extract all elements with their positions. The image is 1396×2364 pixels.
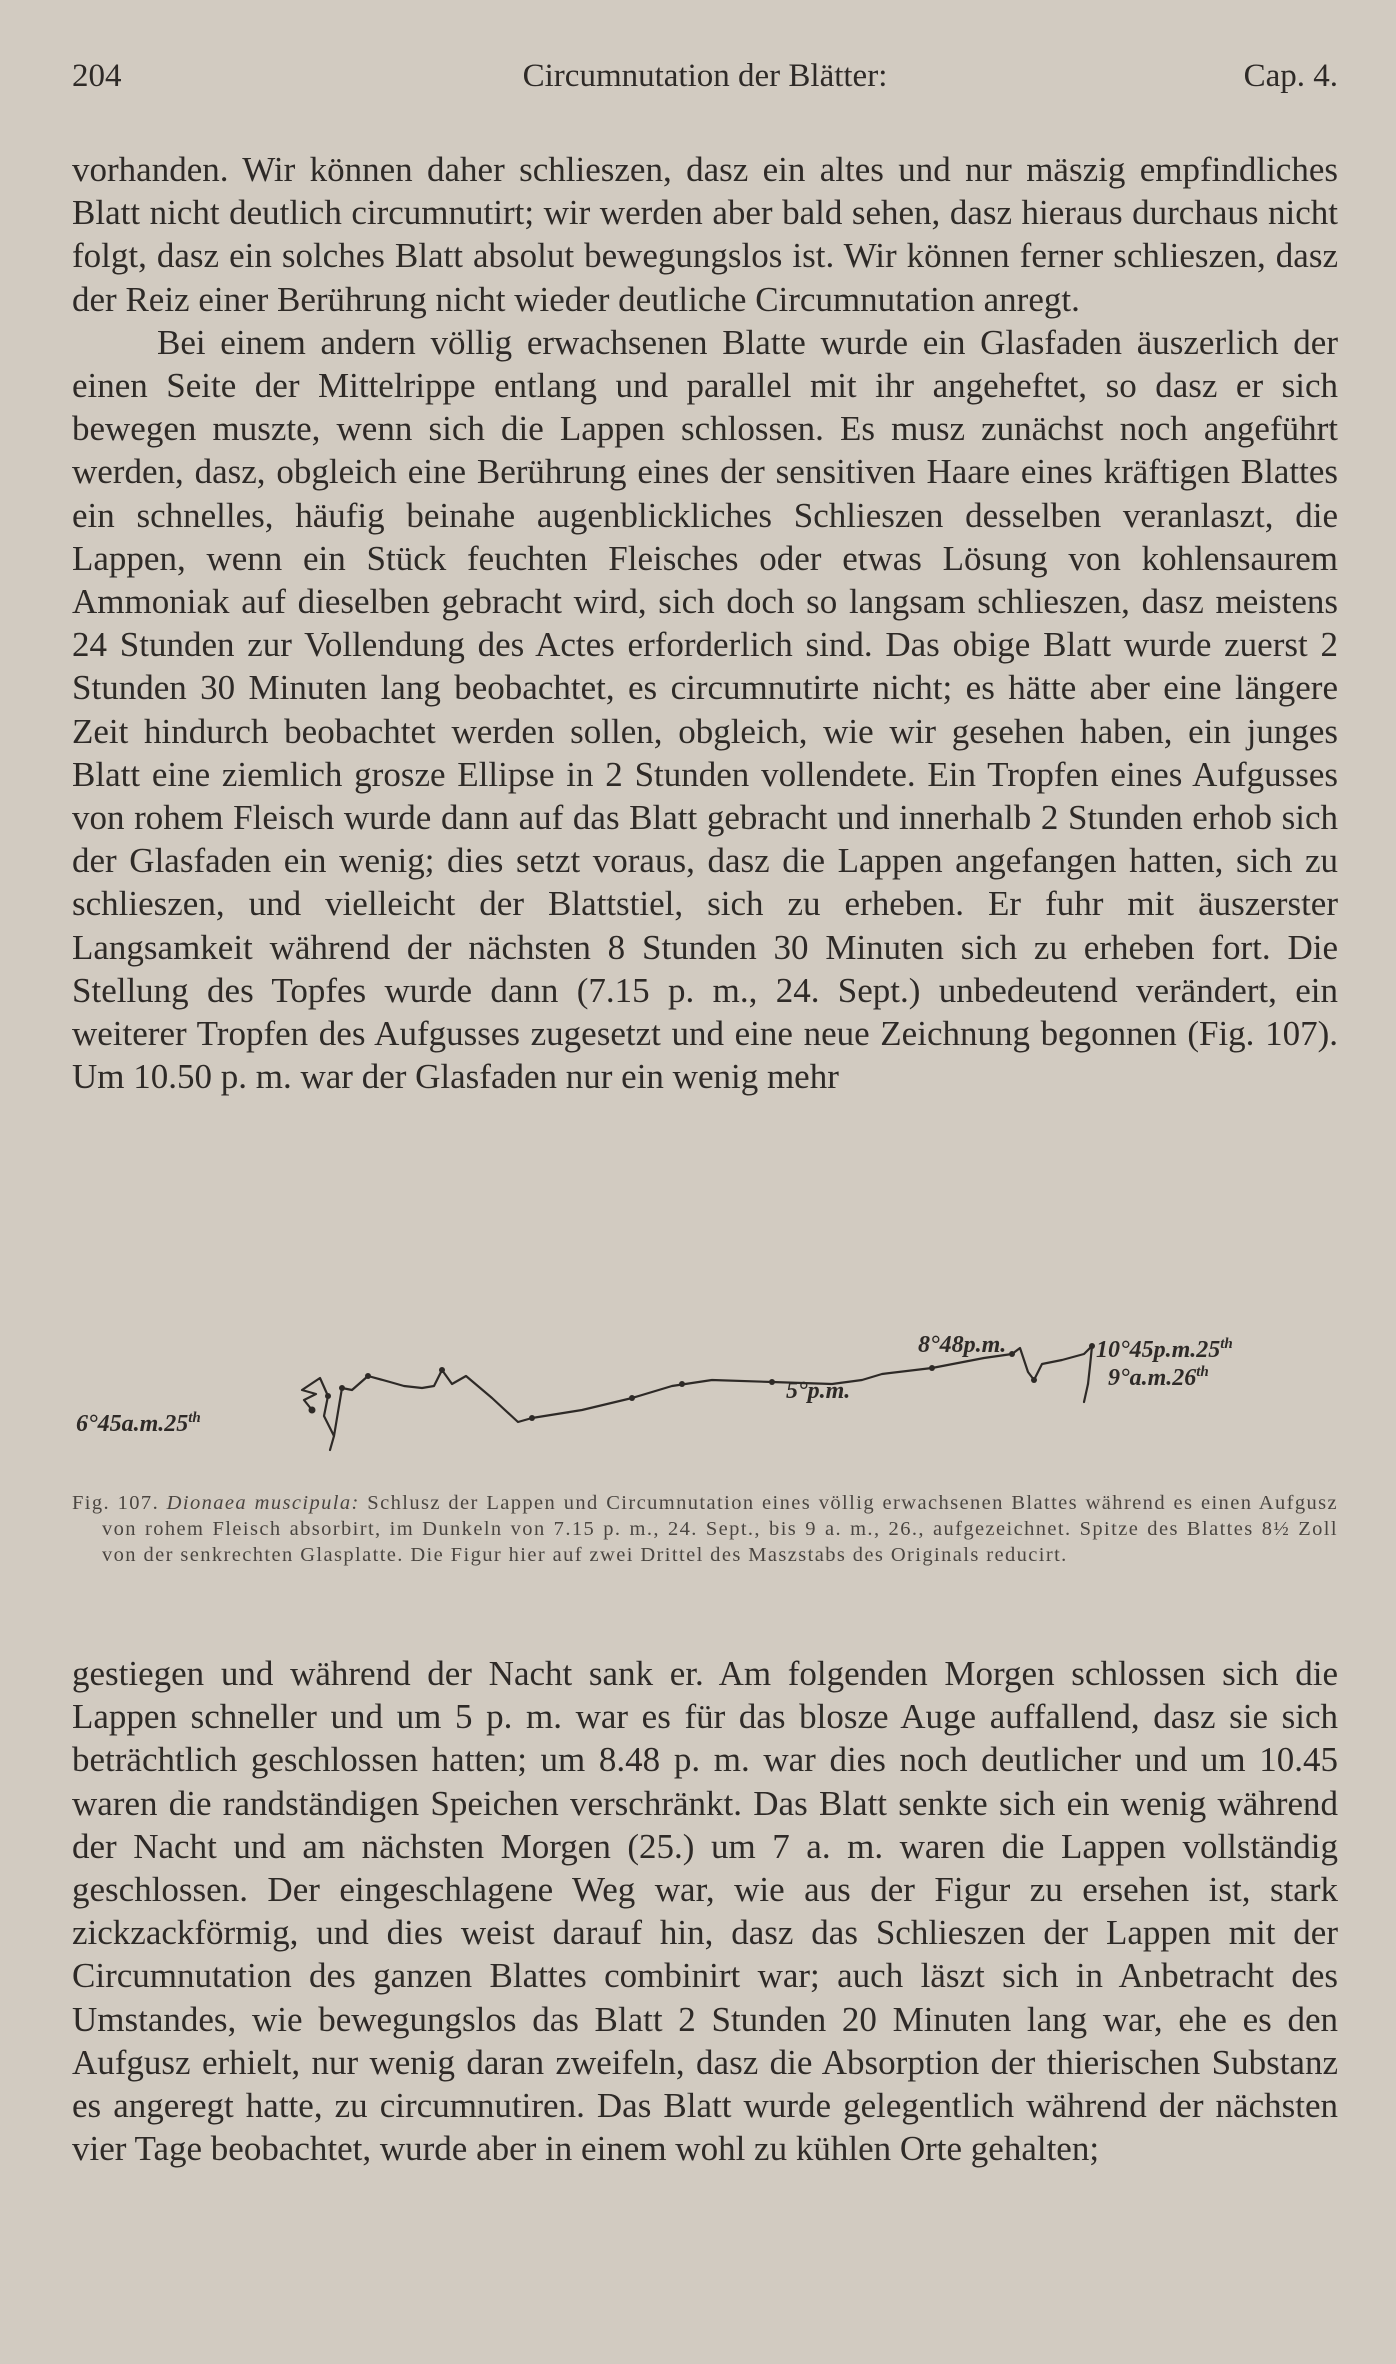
trace-dot [769,1379,775,1385]
page-number: 204 [72,58,122,94]
trace-dot [439,1367,445,1373]
trace-dot [309,1407,316,1414]
trace-dot [365,1373,371,1379]
label-start: 6°45a.m.25th [76,1410,201,1437]
caption-text: Schlusz der Lappen und Circumnutation eines völlig erwachsenen Blattes während es einen Aufgusz von rohem Fleisch absorbirt, im Dunkeln von 7.15 p. m., 24. Sept., bis 9 a. m., 26., aufgezeichnet. Spitze des Blattes 8½ Zoll von der senkrechten Glasplatte. Die Figur hier auf zwei Drittel des Maszstabs des Originals reducirt. [102,1492,1339,1566]
trace-dot [1089,1343,1095,1349]
label-1045pm: 10°45p.m.25th [1096,1336,1233,1363]
trace-dot [929,1365,935,1371]
trace-tail [1084,1384,1088,1402]
paragraph: Bei einem andern völlig erwachsenen Blatte wurde ein Glasfaden äuszerlich der einen Seite der Mittelrippe entlang und parallel mit ihr angeheftet, so dasz er sich bewegen muszte, wenn sich die Lappen schlossen. Es musz zunächst noch angeführt werden, dasz, obgleich eine Berührung eines der sensitiven Haare eines kräftigen Blattes ein schnelles, häufig beinahe augenblickliches Schlieszen desselben veranlaszt, die Lappen, wenn ein Stück feuchten Fleisches oder etwas Lösung von kohlensaurem Ammoniak auf dieselben gebracht wird, sich doch so langsam schlieszen, dasz meistens 24 Stunden zur Vollendung des Actes erforderlich sind. Das obige Blatt wurde zuerst 2 Stunden 30 Minuten lang beobachtet, es circumnutirte nicht; es hätte aber eine längere Zeit hindurch beobachtet werden sollen, obgleich, wie wir gesehen haben, ein junges Blatt eine ziemlich grosze Ellipse in 2 Stunden vollendete. Ein Tropfen eines Aufgusses von rohem Fleisch wurde dann auf das Blatt gebracht und innerhalb 2 Stunden erhob sich der Glasfaden ein wenig; dies setzt voraus, dasz die Lappen angefangen hatten, sich zu schlieszen, und vielleicht der Blattstiel, sich zu erheben. Er fuhr mit äuszerster Langsamkeit während der nächsten 8 Stunden 30 Minuten sich zu erheben fort. Die Stellung des Topfes wurde dann (7.15 p. m., 24. Sept.) unbedeutend verändert, ein weiterer Tropfen des Aufgusses zugesetzt und eine neue Zeichnung begonnen (Fig. 107). Um 10.50 p. m. war der Glasfaden nur ein wenig mehr [72,322,1338,1097]
chapter-label: Cap. 4. [1243,58,1338,94]
trace-path [302,1354,1012,1436]
trace-dot [629,1395,635,1401]
label-9am: 9°a.m.26th [1108,1364,1209,1391]
paragraph: gestiegen und während der Nacht sank er. Am folgenden Morgen schlossen sich die Lappen schneller und um 5 p. m. war es für das blosze Auge auffallend, dasz sie sich beträchtlich geschlossen hatten; um 8.48 p. m. war dies noch deutlicher und um 10.45 waren die randständigen Speichen verschränkt. Das Blatt senkte sich ein wenig während der Nacht und am nächsten Morgen (25.) um 7 a. m. waren die Lappen vollständig geschlossen. Der eingeschlagene Weg war, wie aus der Figur zu ersehen ist, stark zickzackförmig, und dies weist darauf hin, dasz das Schlieszen der Lappen mit der Circumnutation des ganzen Blattes combinirt war; auch läszt sich in Anbetracht des Umstandes, wie bewegungslos das Blatt 2 Stunden 20 Minuten lang war, ehe es den Aufgusz erhielt, nur wenig daran zweifeln, dasz die Absorption der thierischen Substanz es angeregt hatte, zu circumnutiren. Das Blatt wurde gelegentlich während der nächsten vier Tage beobachtet, wurde aber in einem wohl zu kühlen Orte gehalten; [72,1654,1338,2169]
label-848pm: 8°48p.m. [918,1332,1007,1358]
trace-dot [679,1381,685,1387]
trace-path-late [1012,1346,1092,1384]
caption-fig-number: Fig. 107. [72,1492,160,1514]
trace-dot [1031,1377,1037,1383]
body-text-top [72,148,1338,1098]
label-5pm: 5°p.m. [786,1378,851,1404]
start-tail [330,1436,334,1450]
caption-species: Dionaea muscipula: [166,1492,360,1514]
trace-dot [1009,1351,1015,1357]
figure-107 [72,1318,1338,1476]
running-title: Circumnutation der Blätter: [522,58,888,94]
figure-caption [72,1490,1338,1568]
paragraph: vorhanden. Wir können daher schlieszen, dasz ein altes und nur mäszig empfindliches Blatt nicht deutlich circumnutirt; wir werden aber bald sehen, dasz hieraus durchaus nicht folgt, dasz ein solches Blatt absolut bewegungslos ist. Wir können ferner schlieszen, dasz der Reiz einer Berührung nicht wieder deutliche Circumnutation anregt. [72,150,1338,319]
trace-dot [339,1385,345,1391]
body-text-bottom [72,1652,1338,2170]
trace-dot [529,1415,535,1421]
trace-dot [325,1393,331,1399]
page-header [72,58,1338,108]
